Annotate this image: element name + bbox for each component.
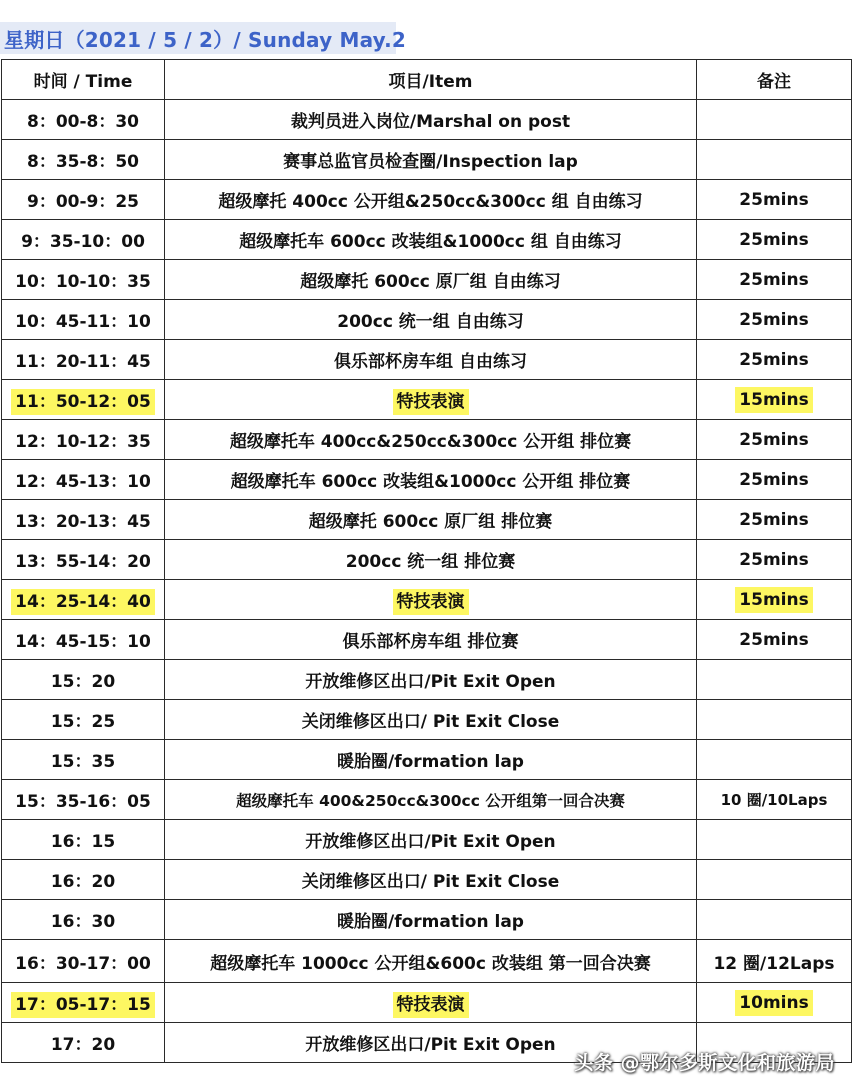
cell-note: [697, 740, 852, 780]
table-row: [2, 140, 852, 180]
cell-note: [697, 140, 852, 180]
cell-item: 暖胎圈/formation lap: [165, 900, 697, 940]
table-row: [2, 780, 852, 820]
table-row: [2, 180, 852, 220]
cell-note: 25mins: [697, 500, 852, 540]
cell-time: [2, 580, 165, 620]
cell-note: [697, 660, 852, 700]
cell-item: 关闭维修区出口/ Pit Exit Close: [165, 700, 697, 740]
table-body: [2, 100, 852, 1063]
cell-note: [697, 900, 852, 940]
cell-item: 俱乐部杯房车组 排位赛: [165, 620, 697, 660]
table-row: [2, 380, 852, 420]
table-row: [2, 580, 852, 620]
highlighted-text: 10mins: [735, 990, 812, 1016]
cell-note: [697, 860, 852, 900]
table-row: [2, 260, 852, 300]
cell-note: [697, 580, 852, 620]
table-row: [2, 540, 852, 580]
cell-time: 10：45-11：10: [2, 300, 165, 340]
table-row: [2, 660, 852, 700]
cell-item: [165, 983, 697, 1023]
table-row: [2, 820, 852, 860]
cell-item: 超级摩托车 600cc 改装组&1000cc 组 自由练习: [165, 220, 697, 260]
table-row: [2, 620, 852, 660]
cell-time: 17：20: [2, 1023, 165, 1063]
cell-item: 裁判员进入岗位/Marshal on post: [165, 100, 697, 140]
column-header-item: 项目/Item: [165, 60, 697, 100]
cell-time: 12：45-13：10: [2, 460, 165, 500]
column-header-note: 备注: [697, 60, 852, 100]
highlighted-text: 特技表演: [393, 992, 469, 1018]
table-header-row: [2, 60, 852, 100]
table-row: [2, 300, 852, 340]
cell-note: 25mins: [697, 460, 852, 500]
highlighted-text: 特技表演: [393, 589, 469, 615]
table-row: [2, 700, 852, 740]
cell-item: 200cc 统一组 排位赛: [165, 540, 697, 580]
cell-note: [697, 983, 852, 1023]
watermark: 头条 @鄂尔多斯文化和旅游局: [574, 1052, 835, 1074]
cell-time: 12：10-12：35: [2, 420, 165, 460]
highlighted-text: 17：05-17：15: [11, 992, 155, 1018]
cell-time: 15：35: [2, 740, 165, 780]
cell-time: 15：25: [2, 700, 165, 740]
cell-time: 9：35-10：00: [2, 220, 165, 260]
cell-item: [165, 580, 697, 620]
cell-note: 25mins: [697, 220, 852, 260]
cell-item: 关闭维修区出口/ Pit Exit Close: [165, 860, 697, 900]
cell-note: [697, 100, 852, 140]
cell-note: 25mins: [697, 260, 852, 300]
cell-note: 25mins: [697, 180, 852, 220]
cell-time: 10：10-10：35: [2, 260, 165, 300]
cell-time: 15：20: [2, 660, 165, 700]
cell-item: 开放维修区出口/Pit Exit Open: [165, 1023, 697, 1063]
cell-item: 超级摩托车 1000cc 公开组&600c 改装组 第一回合决赛: [165, 940, 697, 983]
cell-time: 16：20: [2, 860, 165, 900]
cell-item: 超级摩托 600cc 原厂组 排位赛: [165, 500, 697, 540]
cell-time: 14：45-15：10: [2, 620, 165, 660]
cell-time: 16：30: [2, 900, 165, 940]
table-row: [2, 500, 852, 540]
highlighted-text: 11：50-12：05: [11, 389, 155, 415]
cell-note: 10 圈/10Laps: [697, 780, 852, 820]
cell-time: 9：00-9：25: [2, 180, 165, 220]
cell-time: 13：20-13：45: [2, 500, 165, 540]
cell-item: [165, 380, 697, 420]
cell-note: [697, 820, 852, 860]
table-row: [2, 100, 852, 140]
cell-item: 暖胎圈/formation lap: [165, 740, 697, 780]
table-row: [2, 220, 852, 260]
table-row: [2, 340, 852, 380]
cell-time: [2, 983, 165, 1023]
table-row: [2, 940, 852, 983]
cell-item: 200cc 统一组 自由练习: [165, 300, 697, 340]
cell-note: 25mins: [697, 340, 852, 380]
cell-time: 16：30-17：00: [2, 940, 165, 983]
highlighted-text: 15mins: [735, 587, 812, 613]
cell-note: 25mins: [697, 300, 852, 340]
cell-item: 开放维修区出口/Pit Exit Open: [165, 820, 697, 860]
cell-note: [697, 380, 852, 420]
cell-time: 8：00-8：30: [2, 100, 165, 140]
cell-item: 超级摩托车 600cc 改装组&1000cc 公开组 排位赛: [165, 460, 697, 500]
cell-time: 13：55-14：20: [2, 540, 165, 580]
cell-time: 8：35-8：50: [2, 140, 165, 180]
table-row: [2, 900, 852, 940]
cell-item: 超级摩托车 400&250cc&300cc 公开组第一回合决赛: [165, 780, 697, 820]
table-row: [2, 420, 852, 460]
cell-note: [697, 700, 852, 740]
cell-item: 超级摩托 600cc 原厂组 自由练习: [165, 260, 697, 300]
cell-item: 超级摩托 400cc 公开组&250cc&300cc 组 自由练习: [165, 180, 697, 220]
table-row: [2, 983, 852, 1023]
cell-time: 11：20-11：45: [2, 340, 165, 380]
cell-item: 超级摩托车 400cc&250cc&300cc 公开组 排位赛: [165, 420, 697, 460]
table-row: [2, 460, 852, 500]
cell-note: 12 圈/12Laps: [697, 940, 852, 983]
cell-time: 15：35-16：05: [2, 780, 165, 820]
table-row: [2, 860, 852, 900]
page-title: 星期日（2021 / 5 / 2）/ Sunday May.2: [4, 28, 407, 52]
schedule-table: [1, 59, 852, 1063]
highlighted-text: 特技表演: [393, 389, 469, 415]
cell-time: [2, 380, 165, 420]
cell-item: 俱乐部杯房车组 自由练习: [165, 340, 697, 380]
table-row: [2, 740, 852, 780]
cell-note: 25mins: [697, 540, 852, 580]
cell-item: 赛事总监官员检查圈/Inspection lap: [165, 140, 697, 180]
highlighted-text: 15mins: [735, 387, 812, 413]
highlighted-text: 14：25-14：40: [11, 589, 155, 615]
cell-note: 25mins: [697, 620, 852, 660]
cell-item: 开放维修区出口/Pit Exit Open: [165, 660, 697, 700]
cell-note: 25mins: [697, 420, 852, 460]
column-header-time: 时间 / Time: [2, 60, 165, 100]
cell-time: 16：15: [2, 820, 165, 860]
